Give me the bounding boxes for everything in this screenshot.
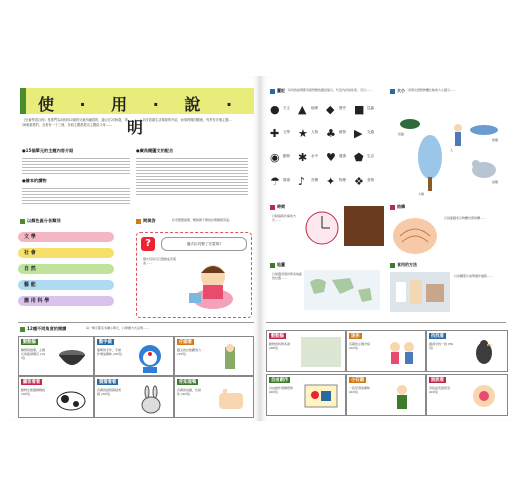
icon-legend-item bbox=[270, 174, 296, 196]
corner-text: 簡單的手作，手操作增加趣味 (20頁) bbox=[97, 348, 123, 356]
icon-legend-label: 物理 bbox=[339, 178, 346, 182]
body-text-block bbox=[22, 186, 130, 206]
icon-legend-item bbox=[354, 150, 380, 172]
time-heading bbox=[270, 204, 285, 210]
corner-tag: 猜猜看看 bbox=[99, 380, 117, 385]
corner-tag: 小石頭 bbox=[351, 378, 364, 383]
category-symbol-icon: ▶ bbox=[354, 127, 363, 140]
robot-cat-illustration bbox=[133, 343, 167, 373]
scene-illustration bbox=[301, 337, 341, 367]
corner-tag: 動動腦 bbox=[23, 340, 36, 345]
bowl-illustration bbox=[55, 345, 89, 371]
brain-diagram bbox=[390, 214, 440, 258]
bullet-icon bbox=[390, 89, 395, 94]
size-label: 鳥類 bbox=[492, 180, 499, 184]
qa-panel bbox=[136, 232, 252, 318]
map-heading-text: 地圖 bbox=[277, 262, 285, 267]
figure-illustration bbox=[213, 343, 247, 373]
bullet-icon bbox=[390, 263, 395, 268]
icon-legend-item bbox=[298, 150, 324, 172]
body-text-block bbox=[136, 156, 248, 196]
hand-illustration bbox=[465, 381, 503, 411]
bullet-icon bbox=[20, 327, 25, 332]
category-society: 社 會 bbox=[18, 248, 114, 258]
qa-heading bbox=[136, 218, 156, 224]
section-heading-2: ●廣角鏡圖文的配合 bbox=[136, 148, 174, 153]
icon-legend-label: 健康 bbox=[339, 154, 346, 158]
corner-card-9 bbox=[426, 330, 508, 372]
qa-answer-text: 儀式玩具可以置換成充電池…… bbox=[143, 257, 177, 265]
icon-legend-item bbox=[270, 102, 296, 124]
icon-legend-item bbox=[270, 126, 296, 148]
icon-legend-item bbox=[298, 102, 324, 124]
food-text: 以步驟照片說明製作過程…… bbox=[454, 274, 494, 278]
corner-tag: 迷你 bbox=[351, 334, 360, 339]
corner-text: 用說話表達感受 (64頁) bbox=[429, 386, 451, 394]
icons-heading-text: 圖記 bbox=[277, 88, 285, 93]
category-symbol-icon: ■ bbox=[354, 103, 365, 116]
corner-tag: 動手做 bbox=[99, 340, 112, 345]
category-nature: 自 然 bbox=[18, 264, 114, 274]
section-divider bbox=[18, 322, 254, 323]
structure-heading-text: 結構 bbox=[397, 204, 405, 209]
category-symbol-icon: ● bbox=[270, 103, 280, 116]
corner-card-3 bbox=[174, 336, 254, 376]
corner-heading bbox=[20, 326, 66, 332]
corner-subtext: 每一單元都有多種小單元，以專題方式呈現…… bbox=[86, 326, 150, 330]
section-heading-1: ●15個單元的主題內容介紹 bbox=[22, 148, 74, 153]
rabbit-illustration bbox=[133, 385, 169, 415]
corner-text: 圖畫中找一找 (56頁) bbox=[429, 342, 453, 350]
corner-text: 聯想與推理，主題式的啟發題目 (19頁) bbox=[21, 348, 46, 360]
qa-heading-text: 問與答 bbox=[143, 218, 156, 223]
corner-card-1 bbox=[18, 336, 94, 376]
corner-card-5 bbox=[94, 376, 174, 418]
icon-legend-label: 環境 bbox=[283, 178, 290, 182]
intro-paragraph-1: 《兒童學習百科》是專門為2個到10歲的兒童所編寫的，適合在2到6歲，第26冊重要的，全套有一十三冊，各冊主題都提出主題給父母…… bbox=[22, 118, 128, 127]
corner-heading-text: 12種不同角度的閱讀 bbox=[27, 326, 67, 331]
category-applied-science: 應 用 科 學 bbox=[18, 296, 114, 306]
icon-legend-item bbox=[326, 126, 352, 148]
category-symbol-icon: ◆ bbox=[326, 103, 335, 116]
category-symbol-icon: ✚ bbox=[270, 127, 280, 140]
icon-legend-label: 天文 bbox=[283, 106, 290, 110]
icon-legend-label: 交通 bbox=[367, 130, 374, 134]
corner-text: 動物生態圖解解說 (36頁) bbox=[21, 388, 46, 396]
bullet-icon bbox=[270, 205, 275, 210]
category-symbol-icon: ▲ bbox=[298, 103, 307, 116]
icon-legend-item bbox=[326, 174, 352, 196]
category-literature: 文 學 bbox=[18, 232, 114, 242]
section-divider bbox=[266, 322, 506, 323]
page-title: 使 · 用 · 說 · 明 bbox=[37, 95, 243, 137]
corner-tag: 你知道嗎 bbox=[179, 380, 197, 385]
size-subtext: 表現出實際物體比較的大小圖示…… bbox=[408, 88, 457, 92]
icon-legend-item bbox=[354, 174, 380, 196]
world-map bbox=[304, 270, 380, 310]
corner-text: 有趣的謎語猜謎遊戲 (39頁) bbox=[97, 388, 122, 396]
corner-tag: 找找看 bbox=[431, 334, 444, 339]
cow-illustration bbox=[53, 385, 89, 415]
corner-card-11 bbox=[346, 374, 426, 416]
icon-legend-item bbox=[298, 174, 324, 196]
bullet-icon bbox=[270, 263, 275, 268]
painting-illustration bbox=[301, 381, 341, 411]
category-symbol-icon: ◉ bbox=[270, 151, 280, 164]
icon-legend-label: 生活 bbox=[367, 154, 374, 158]
category-symbol-icon: ♣ bbox=[326, 127, 336, 140]
corner-text: 圖文的比較觀察力 (35頁) bbox=[177, 348, 202, 356]
category-symbol-icon: ❖ bbox=[354, 175, 364, 188]
icon-legend-item bbox=[270, 150, 296, 172]
corner-tag: 動動腦 bbox=[271, 334, 284, 339]
icons-heading bbox=[270, 88, 285, 94]
category-symbol-icon: ⬟ bbox=[354, 151, 364, 164]
map-text: 以地圖表現世界各地區的位置…… bbox=[272, 272, 303, 280]
food-photo bbox=[390, 272, 450, 312]
snakes-photo bbox=[344, 206, 384, 246]
icon-legend-label: 音樂 bbox=[311, 178, 318, 182]
kids-illustration bbox=[383, 337, 421, 367]
map-heading bbox=[270, 262, 285, 268]
corner-text: 有趣的常識，告訴你 (42頁) bbox=[177, 388, 202, 396]
bullet-icon bbox=[270, 89, 275, 94]
icon-legend-item bbox=[298, 126, 324, 148]
category-arts: 藝 能 bbox=[18, 280, 114, 290]
bird-illustration bbox=[465, 337, 503, 367]
open-book bbox=[8, 76, 512, 421]
left-page bbox=[8, 76, 260, 421]
corner-card-7 bbox=[266, 330, 346, 372]
icon-legend-label: 水中 bbox=[311, 154, 318, 158]
icon-legend-item bbox=[326, 102, 352, 124]
corner-card-12 bbox=[426, 374, 508, 416]
corner-tag: 自由創作 bbox=[271, 378, 289, 383]
time-heading-text: 時間 bbox=[277, 204, 285, 209]
time-text: 以時鐘與計算的方式…… bbox=[272, 214, 297, 222]
intro-paragraph-2: ……初步認識生活環境的介紹，而事物間的關係，每頁有多個主題… bbox=[136, 118, 232, 122]
icon-legend-item bbox=[354, 126, 380, 148]
icon-legend-label: 人物 bbox=[311, 130, 318, 134]
size-label: 昆蟲 bbox=[398, 132, 405, 136]
icon-legend-label: 昆蟲 bbox=[367, 106, 374, 110]
structure-text: 以剖面圖表示物體內部結構…… bbox=[444, 216, 487, 220]
icon-legend-item bbox=[354, 102, 380, 124]
category-symbol-icon: ✦ bbox=[326, 175, 336, 188]
corner-tag: 顧客看看 bbox=[23, 380, 41, 385]
size-heading bbox=[390, 88, 405, 94]
corner-card-6 bbox=[174, 376, 254, 418]
icon-legend-item bbox=[326, 150, 352, 172]
corner-tag: 說說看 bbox=[431, 378, 444, 383]
categories-heading bbox=[20, 218, 61, 224]
category-symbol-icon: ☂ bbox=[270, 175, 280, 188]
icon-legend-label: 食物 bbox=[367, 178, 374, 182]
size-heading-text: 大小 bbox=[397, 88, 405, 93]
size-comparison-illustration bbox=[388, 102, 506, 198]
qa-child-illustration bbox=[185, 255, 241, 311]
question-mark-icon: ? bbox=[141, 237, 155, 251]
icon-legend-label: 動物 bbox=[283, 154, 290, 158]
corner-card-4 bbox=[18, 376, 94, 418]
right-page bbox=[260, 76, 512, 421]
corner-text: 一起學習的趣味 (62頁) bbox=[349, 386, 371, 394]
category-symbol-icon: ★ bbox=[298, 127, 308, 140]
corner-text: 自由創作發揮想像 (60頁) bbox=[269, 386, 294, 394]
bullet-icon bbox=[390, 205, 395, 210]
clock-illustration bbox=[304, 210, 340, 246]
icon-legend-label: 歷史 bbox=[339, 106, 346, 110]
corner-text: 動物的特殊本領 (48頁) bbox=[269, 342, 291, 350]
icon-legend-label: 植物 bbox=[339, 130, 346, 134]
size-label: 大樹 bbox=[418, 192, 425, 196]
food-heading-text: 食用的方法 bbox=[397, 262, 417, 267]
categories-heading-text: 以顏色區分各類別 bbox=[27, 218, 61, 223]
section-heading-3: ●繪本的讀物 bbox=[22, 178, 47, 183]
corner-card-10 bbox=[266, 374, 346, 416]
hands-illustration bbox=[213, 385, 249, 415]
icon-legend-label: 文學 bbox=[283, 130, 290, 134]
corner-text: 有趣的主題介紹 (52頁) bbox=[349, 342, 371, 350]
icons-subtext: 每頁的說明都有相對應的圖記提示，代表內容的性質，可以…… bbox=[288, 88, 373, 92]
bullet-icon bbox=[20, 219, 25, 224]
icon-legend-grid bbox=[270, 102, 382, 198]
bullet-icon bbox=[136, 219, 141, 224]
corner-card-8 bbox=[346, 330, 426, 372]
corner-tag: 仔細看 bbox=[179, 340, 192, 345]
qa-subtext: 好奇寶寶提問，幫助親子間的好問題與答案。 bbox=[172, 218, 233, 222]
category-symbol-icon: ♪ bbox=[298, 175, 306, 188]
people-illustration bbox=[383, 381, 421, 411]
category-symbol-icon: ✱ bbox=[298, 151, 308, 164]
size-label: 魚類 bbox=[492, 138, 499, 142]
size-label: 人 bbox=[450, 148, 454, 152]
body-text-block bbox=[22, 156, 130, 176]
icon-legend-label: 地理 bbox=[311, 106, 318, 110]
qa-speech-bubble: 儀式玩具變了充電嗎? bbox=[161, 237, 247, 251]
corner-card-2 bbox=[94, 336, 174, 376]
food-heading bbox=[390, 262, 417, 268]
category-symbol-icon: ♥ bbox=[326, 151, 336, 164]
structure-heading bbox=[390, 204, 405, 210]
